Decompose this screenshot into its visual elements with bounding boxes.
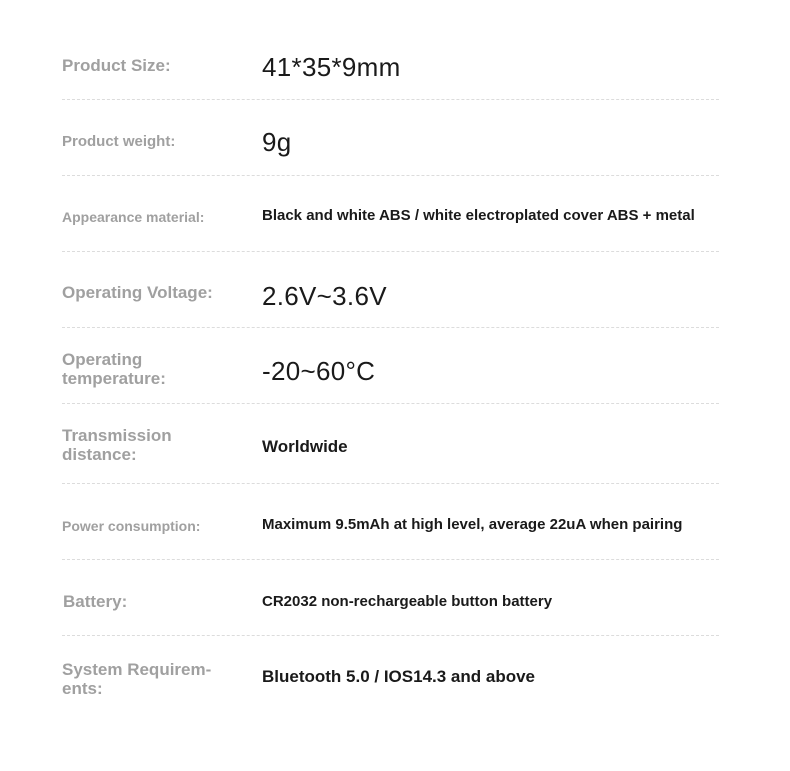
spec-label-line: System Requirem- — [62, 660, 212, 679]
spec-value: Bluetooth 5.0 / IOS14.3 and above — [262, 667, 536, 686]
spec-value: 9g — [262, 127, 292, 157]
spec-value: 41*35*9mm — [262, 52, 401, 82]
spec-label-line: ents: — [62, 679, 103, 698]
spec-label-line: Operating — [62, 350, 143, 369]
spec-label-line: distance: — [62, 445, 137, 464]
spec-row-system-requirements — [62, 636, 719, 716]
spec-label: Power consumption: — [62, 518, 201, 534]
spec-label: Product weight: — [62, 133, 176, 150]
spec-row-transmission-distance — [62, 404, 719, 484]
spec-label-line: temperature: — [62, 369, 166, 388]
spec-row-operating-temperature — [62, 328, 719, 404]
spec-row-operating-voltage — [62, 252, 719, 328]
spec-row-product-size — [62, 30, 719, 100]
spec-label: Appearance material: — [62, 209, 205, 225]
spec-value: CR2032 non-rechargeable button battery — [262, 593, 553, 610]
spec-label-line: Transmission — [62, 426, 172, 445]
spec-row-battery — [62, 560, 719, 636]
spec-label: Product Size: — [62, 56, 171, 75]
spec-label — [62, 426, 222, 464]
spec-label — [62, 660, 222, 698]
spec-table — [62, 30, 719, 716]
spec-value: Worldwide — [262, 437, 348, 456]
spec-row-appearance-material — [62, 176, 719, 252]
spec-value: Maximum 9.5mAh at high level, average 22uA when pairing — [262, 516, 683, 533]
spec-label: Battery: — [63, 592, 128, 611]
spec-row-product-weight — [62, 100, 719, 176]
spec-label — [62, 350, 222, 388]
spec-label: Operating Voltage: — [62, 283, 213, 302]
spec-row-power-consumption — [62, 484, 719, 560]
spec-value: Black and white ABS / white electroplated cover ABS + metal — [262, 207, 695, 224]
spec-value: -20~60°C — [262, 356, 376, 386]
spec-value: 2.6V~3.6V — [262, 281, 387, 311]
